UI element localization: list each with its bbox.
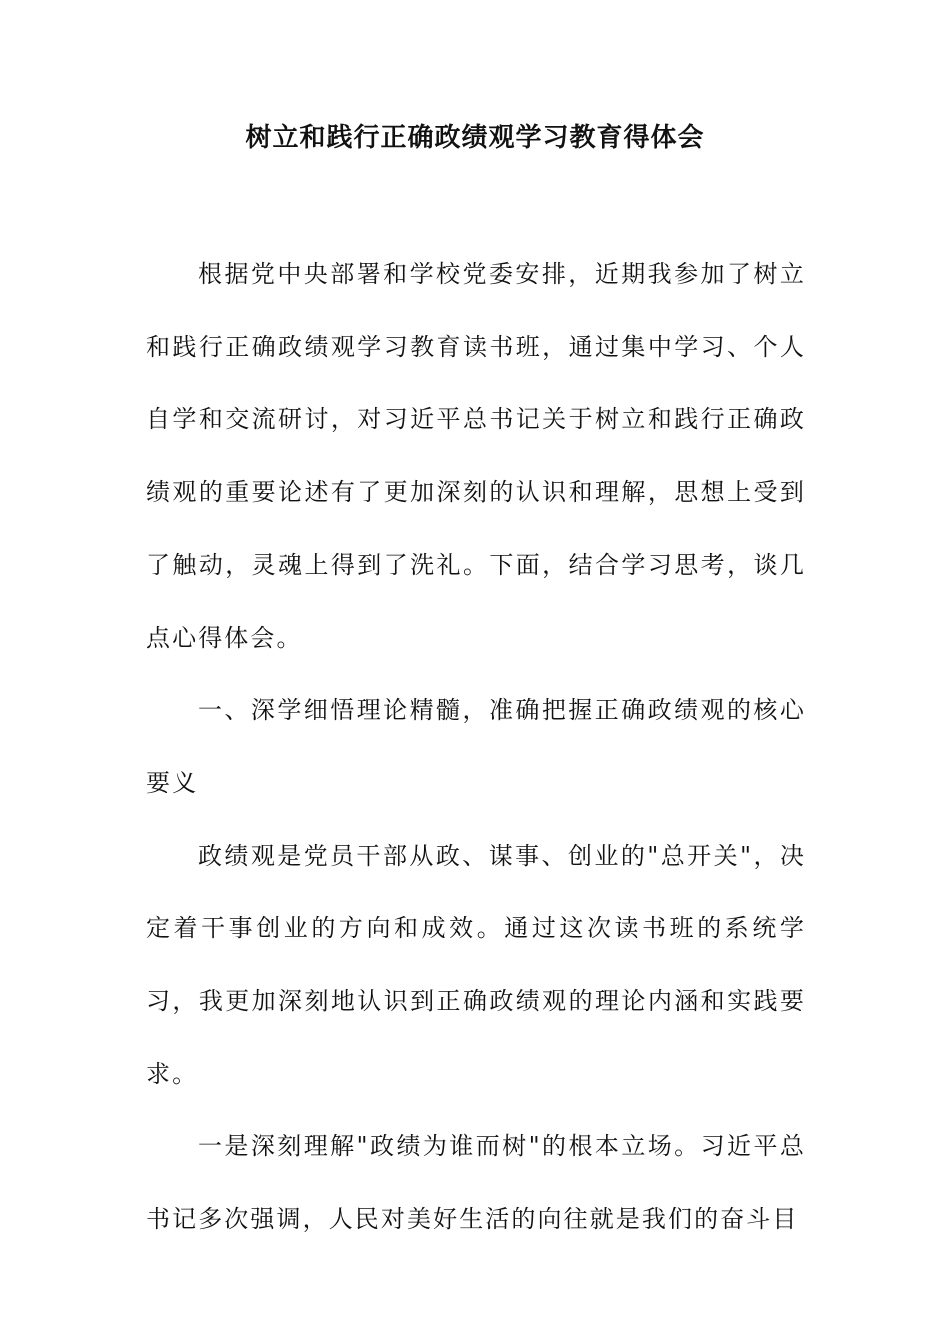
document-title: 树立和践行正确政绩观学习教育得体会 — [245, 123, 705, 153]
document-body — [146, 238, 806, 1256]
paragraph-intro: 根据党中央部署和学校党委安排，近期我参加了树立和践行正确政绩观学习教育读书班，通过集中学习、个人自学和交流研讨，对习近平总书记关于树立和践行正确政绩观的重要论述有了更加深刻的认识和理解，思想上受到了触动，灵魂上得到了洗礼。下面，结合学习思考，谈几点心得体会。 — [146, 260, 806, 652]
paragraph-section-1: 政绩观是党员干部从政、谋事、创业的"总开关"，决定着干事创业的方向和成效。通过这次读书班的系统学习，我更加深刻地认识到正确政绩观的理论内涵和实践要求。 — [146, 841, 806, 1088]
section-heading-1: 一、深学细悟理论精髓，准确把握正确政绩观的核心要义 — [146, 696, 806, 797]
paragraph-point-1: 一是深刻理解"政绩为谁而树"的根本立场。习近平总书记多次强调，人民对美好生活的向往就是我们的奋斗目 — [146, 1132, 806, 1234]
